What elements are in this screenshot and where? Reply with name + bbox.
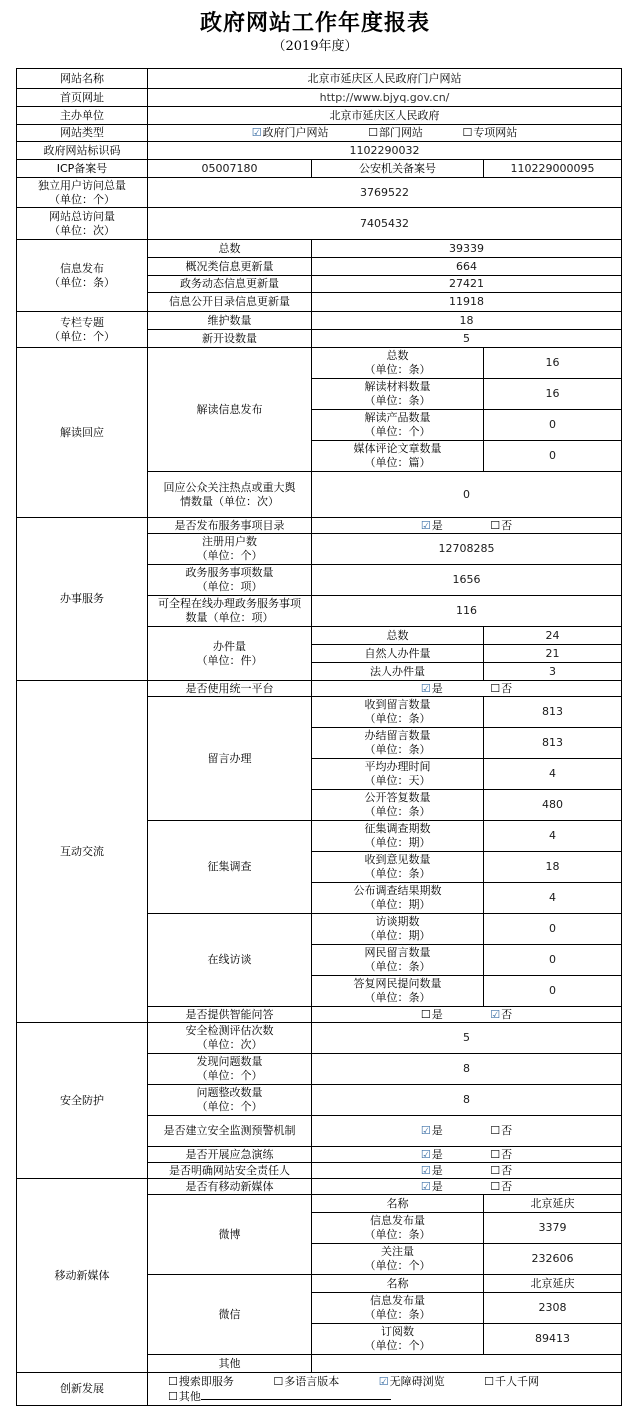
owner-no-option[interactable]: ☐否	[490, 1163, 513, 1177]
interpret-row-label: 解读材料数量 （单位：条）	[312, 379, 484, 410]
info-row-label: 政务动态信息更新量	[148, 276, 312, 293]
info-row-label: 信息公开目录信息更新量	[148, 293, 312, 312]
service-catalog-row	[17, 518, 622, 534]
info-row-value: 27421	[312, 276, 622, 293]
interpret-label: 解读回应	[17, 348, 148, 518]
id-code-label: 政府网站标识码	[17, 142, 148, 160]
checkbox-checked-icon: ☑	[420, 681, 431, 695]
icp-label: ICP备案号	[17, 160, 148, 178]
checkbox-unchecked-icon: ☐	[168, 1389, 178, 1403]
column-row	[17, 312, 622, 330]
security-row-label: 安全检测评估次数 （单位：次）	[148, 1023, 312, 1054]
interpret-row-value: 16	[484, 379, 622, 410]
interpret-row	[17, 348, 622, 379]
police-label: 公安机关备案号	[312, 160, 484, 178]
message-row-value: 480	[484, 790, 622, 821]
wechat-label: 微信	[148, 1275, 312, 1355]
interview-row-value: 0	[484, 976, 622, 1007]
info-row-label: 概况类信息更新量	[148, 258, 312, 276]
security-owner-options	[312, 1163, 622, 1179]
column-row-value: 5	[312, 330, 622, 348]
annual-report-table	[16, 68, 622, 1406]
checkbox-unchecked-icon: ☐	[490, 518, 501, 532]
innovation-label: 创新发展	[17, 1373, 148, 1406]
message-row-value: 4	[484, 759, 622, 790]
report-title: 政府网站工作年度报表	[199, 10, 430, 36]
site-name-value: 北京市延庆区人民政府门户网站	[148, 69, 622, 89]
other-blank-input[interactable]	[201, 1389, 391, 1400]
type-option-special[interactable]: ☐专项网站	[462, 126, 518, 139]
platform-label: 是否使用统一平台	[148, 681, 312, 697]
service-catalog-options	[312, 518, 622, 534]
checkbox-unchecked-icon: ☐	[462, 126, 473, 139]
weibo-posts-value: 3379	[484, 1213, 622, 1244]
type-option-department[interactable]: ☐部门网站	[368, 126, 423, 139]
checkbox-unchecked-icon: ☐	[273, 1374, 284, 1388]
security-drill-label: 是否开展应急演练	[148, 1147, 312, 1163]
row-site-type	[17, 125, 622, 142]
media-no-option[interactable]: ☐否	[490, 1179, 513, 1193]
drill-yes-option[interactable]: ☑是	[420, 1147, 443, 1161]
survey-label: 征集调查	[148, 821, 312, 914]
warning-yes-option[interactable]: ☑是	[420, 1124, 443, 1137]
interview-row-label: 答复网民提问数量 （单位：条）	[312, 976, 484, 1007]
catalog-no-option[interactable]: ☐否	[490, 518, 513, 532]
checkbox-unchecked-icon: ☐	[484, 1374, 494, 1388]
interpret-row-value: 16	[484, 348, 622, 379]
column-row-label: 新开设数量	[148, 330, 312, 348]
weibo-followers-value: 232606	[484, 1244, 622, 1275]
checkbox-checked-icon: ☑	[378, 1374, 389, 1388]
checkbox-unchecked-icon: ☐	[490, 1124, 501, 1137]
wechat-name-value: 北京延庆	[484, 1275, 622, 1293]
row-site-name	[17, 69, 622, 89]
service-online-label: 可全程在线办理政务服务事项数量（单位：项）	[148, 596, 312, 627]
service-registered-label: 注册用户数 （单位：个）	[148, 534, 312, 565]
id-code-value: 1102290032	[148, 142, 622, 160]
service-catalog-label: 是否发布服务事项目录	[148, 518, 312, 534]
pv-value: 7405432	[148, 208, 622, 240]
service-registered-value: 12708285	[312, 534, 622, 565]
survey-row-label: 征集调查期数 （单位：期）	[312, 821, 484, 852]
interpret-row-value: 0	[484, 441, 622, 472]
info-publish-label: 信息发布 （单位：条）	[17, 240, 148, 312]
checkbox-checked-icon: ☑	[420, 1163, 431, 1177]
media-other-label: 其他	[148, 1355, 312, 1373]
report-year: （2019年度）	[272, 39, 358, 54]
survey-row-value: 4	[484, 883, 622, 914]
message-row-label: 平均办理时间 （单位：天）	[312, 759, 484, 790]
platform-yes-option[interactable]: ☑是	[420, 681, 443, 695]
cases-row-value: 3	[484, 663, 622, 681]
cases-row-label: 自然人办件量	[312, 645, 484, 663]
innovation-multilang-option[interactable]: ☐多语言版本	[273, 1374, 340, 1388]
police-value: 110229000095	[484, 160, 622, 178]
interpret-response-value: 0	[312, 472, 622, 518]
innovation-other-option[interactable]: ☐其他	[168, 1389, 201, 1403]
weibo-followers-label: 关注量 （单位：个）	[312, 1244, 484, 1275]
innovation-accessibility-option[interactable]: ☑无障碍浏览	[378, 1374, 445, 1388]
homepage-link[interactable]: http://www.bjyq.gov.cn/	[148, 89, 622, 107]
message-row-label: 收到留言数量 （单位：条）	[312, 697, 484, 728]
cases-row-label: 总数	[312, 627, 484, 645]
checkbox-unchecked-icon: ☐	[490, 1179, 501, 1193]
checkbox-checked-icon: ☑	[490, 1007, 501, 1021]
security-owner-label: 是否明确网站安全责任人	[148, 1163, 312, 1179]
site-type-options	[148, 125, 622, 142]
media-label: 移动新媒体	[17, 1179, 148, 1373]
checkbox-checked-icon: ☑	[420, 1147, 431, 1161]
uv-label: 独立用户访问总量 （单位：个）	[17, 178, 148, 208]
checkbox-checked-icon: ☑	[420, 1179, 431, 1193]
smart-qa-label: 是否提供智能问答	[148, 1007, 312, 1023]
interaction-platform-row	[17, 681, 622, 697]
service-items-value: 1656	[312, 565, 622, 596]
weibo-name-value: 北京延庆	[484, 1195, 622, 1213]
row-unique-visitors	[17, 178, 622, 208]
security-warning-options	[312, 1116, 622, 1147]
cases-row-value: 21	[484, 645, 622, 663]
info-row-value: 11918	[312, 293, 622, 312]
smart-qa-no-option[interactable]: ☑否	[490, 1007, 513, 1021]
message-row-label: 办结留言数量 （单位：条）	[312, 728, 484, 759]
drill-no-option[interactable]: ☐否	[490, 1147, 513, 1161]
survey-row-value: 4	[484, 821, 622, 852]
checkbox-checked-icon: ☑	[420, 1124, 431, 1137]
info-row	[17, 240, 622, 258]
cases-row-label: 法人办件量	[312, 663, 484, 681]
type-option-portal[interactable]: ☑政府门户网站	[251, 126, 329, 139]
service-cases-label: 办件量 （单位：件）	[148, 627, 312, 681]
columns-label: 专栏专题 （单位：个）	[17, 312, 148, 348]
interpret-response-label: 回应公众关注热点或重大舆情数量（单位：次）	[148, 472, 312, 518]
checkbox-unchecked-icon: ☐	[490, 1147, 501, 1161]
interview-row-label: 网民留言数量 （单位：条）	[312, 945, 484, 976]
security-row-label: 发现问题数量 （单位：个）	[148, 1054, 312, 1085]
security-row-value: 8	[312, 1054, 622, 1085]
row-page-views	[17, 208, 622, 240]
column-row-value: 18	[312, 312, 622, 330]
checkbox-unchecked-icon: ☐	[168, 1374, 178, 1388]
interpret-row-label: 媒体评论文章数量 （单位：篇）	[312, 441, 484, 472]
security-warning-label: 是否建立安全监测预警机制	[148, 1116, 312, 1147]
smart-qa-yes-option[interactable]: ☐是	[420, 1007, 443, 1021]
innovation-options	[148, 1373, 622, 1406]
interview-row-label: 访谈期数 （单位：期）	[312, 914, 484, 945]
service-online-value: 116	[312, 596, 622, 627]
security-row-value: 5	[312, 1023, 622, 1054]
interview-label: 在线访谈	[148, 914, 312, 1007]
smart-qa-options	[312, 1007, 622, 1023]
interpret-row-label: 解读产品数量 （单位：个）	[312, 410, 484, 441]
wechat-subs-value: 89413	[484, 1324, 622, 1355]
site-type-label: 网站类型	[17, 125, 148, 142]
message-row-value: 813	[484, 728, 622, 759]
survey-row-value: 18	[484, 852, 622, 883]
wechat-posts-value: 2308	[484, 1293, 622, 1324]
weibo-posts-label: 信息发布量 （单位：条）	[312, 1213, 484, 1244]
service-items-label: 政务服务事项数量 （单位：项）	[148, 565, 312, 596]
platform-options	[312, 681, 622, 697]
message-label: 留言办理	[148, 697, 312, 821]
security-row-value: 8	[312, 1085, 622, 1116]
media-has-label: 是否有移动新媒体	[148, 1179, 312, 1195]
checkbox-unchecked-icon: ☐	[368, 126, 378, 139]
wechat-name-label: 名称	[312, 1275, 484, 1293]
media-yes-option[interactable]: ☑是	[420, 1179, 443, 1193]
media-other-value	[312, 1355, 622, 1373]
checkbox-unchecked-icon: ☐	[490, 681, 501, 695]
pv-label: 网站总访问量 （单位：次）	[17, 208, 148, 240]
info-row-value: 664	[312, 258, 622, 276]
cases-row-value: 24	[484, 627, 622, 645]
interview-row-value: 0	[484, 914, 622, 945]
weibo-label: 微博	[148, 1195, 312, 1275]
info-row-label: 总数	[148, 240, 312, 258]
sponsor-label: 主办单位	[17, 107, 148, 125]
interpret-row-label: 总数 （单位：条）	[312, 348, 484, 379]
interaction-label: 互动交流	[17, 681, 148, 1023]
platform-no-option[interactable]: ☐否	[490, 681, 513, 695]
checkbox-checked-icon: ☑	[251, 126, 262, 139]
survey-row-label: 收到意见数量 （单位：条）	[312, 852, 484, 883]
innovation-search-option[interactable]: ☐搜索即服务	[168, 1374, 234, 1388]
uv-value: 3769522	[148, 178, 622, 208]
innovation-row	[17, 1373, 622, 1406]
wechat-subs-label: 订阅数 （单位：个）	[312, 1324, 484, 1355]
security-row-label: 问题整改数量 （单位：个）	[148, 1085, 312, 1116]
security-drill-options	[312, 1147, 622, 1163]
catalog-yes-option[interactable]: ☑是	[420, 518, 443, 532]
row-icp	[17, 160, 622, 178]
icp-value: 05007180	[148, 160, 312, 178]
security-row	[17, 1023, 622, 1054]
interview-row-value: 0	[484, 945, 622, 976]
service-label: 办事服务	[17, 518, 148, 681]
message-row-label: 公开答复数量 （单位：条）	[312, 790, 484, 821]
column-row-label: 维护数量	[148, 312, 312, 330]
wechat-posts-label: 信息发布量 （单位：条）	[312, 1293, 484, 1324]
media-has-row	[17, 1179, 622, 1195]
warning-no-option[interactable]: ☐否	[490, 1124, 513, 1137]
row-sponsor	[17, 107, 622, 125]
security-label: 安全防护	[17, 1023, 148, 1179]
site-name-label: 网站名称	[17, 69, 148, 89]
weibo-name-label: 名称	[312, 1195, 484, 1213]
innovation-personalized-option[interactable]: ☐千人千网	[484, 1374, 539, 1388]
homepage-label: 首页网址	[17, 89, 148, 107]
sponsor-value: 北京市延庆区人民政府	[148, 107, 622, 125]
message-row-value: 813	[484, 697, 622, 728]
row-id-code	[17, 142, 622, 160]
checkbox-unchecked-icon: ☐	[490, 1163, 501, 1177]
row-homepage	[17, 89, 622, 107]
interpret-publish-label: 解读信息发布	[148, 348, 312, 472]
media-has-options	[312, 1179, 622, 1195]
info-row-value: 39339	[312, 240, 622, 258]
checkbox-checked-icon: ☑	[420, 518, 431, 532]
checkbox-unchecked-icon: ☐	[420, 1007, 431, 1021]
survey-row-label: 公布调查结果期数 （单位：期）	[312, 883, 484, 914]
owner-yes-option[interactable]: ☑是	[420, 1163, 443, 1177]
interpret-row-value: 0	[484, 410, 622, 441]
